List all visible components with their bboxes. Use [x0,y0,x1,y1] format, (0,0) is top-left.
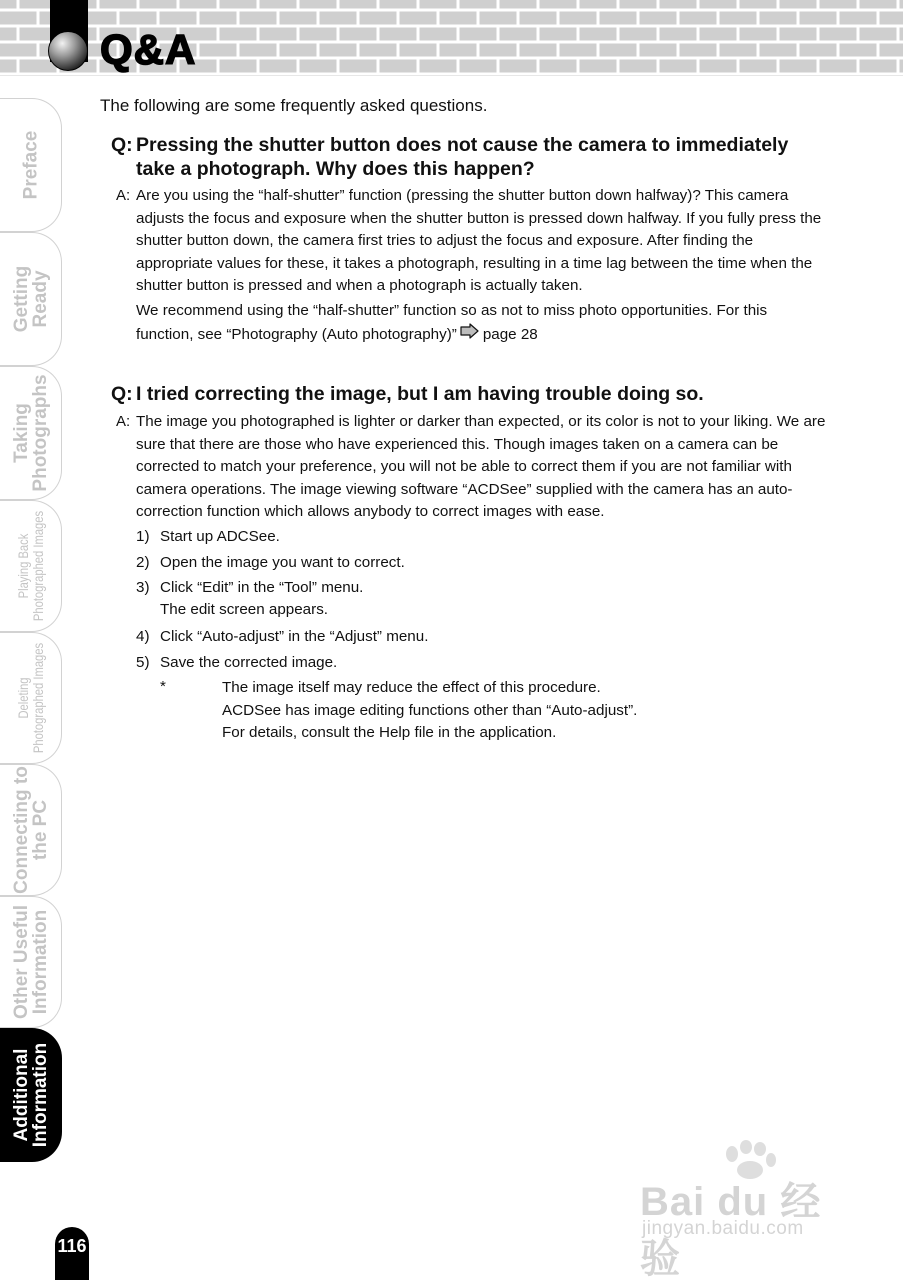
question-text: Pressing the shutter button does not cause the camera to immediately take a photograph. Why does this happen? [136,134,789,180]
watermark-brand: Bai du 经验 [640,1180,822,1281]
side-tab-label: Deleting Photographed Images [14,642,46,754]
question-2 [111,382,826,406]
page-reference-arrow-icon [460,323,480,347]
question-label: Q: [111,383,133,405]
question-label: Q: [111,134,133,156]
step-number: 5) [136,654,150,671]
side-tab-label: Other Useful Information [10,904,51,1020]
sphere-icon [48,31,88,71]
answer-1-paragraph-2 [136,300,826,346]
page-number: 116 [57,1236,87,1256]
step-number: 2) [136,554,150,571]
note-line: For details, consult the Help file in the application. [222,724,557,741]
step-number: 3) [136,579,150,596]
note-line: ACDSee has image editing functions other than “Auto-adjust”. [222,702,638,719]
side-tab-label: Getting Ready [10,265,51,333]
note-marker: * [160,678,166,695]
side-tab-label: Preface [20,130,41,200]
page-title: Q&A [100,26,197,73]
step-number: 1) [136,528,150,545]
note-line: The image itself may reduce the effect of this procedure. [222,679,601,696]
side-tab-label: Taking Photographs [10,374,51,492]
side-tab-label: Additional Information [10,1042,51,1148]
side-tab-getting-ready[interactable] [0,232,62,366]
answer-1-paragraph-1: Are you using the “half-shutter” function (pressing the shutter button down halfway)? This camera adjusts the focus and exposure when the shutter button is pressed down halfway. If you fully press the shutter button down, the camera first tries to adjust the focus and exposure. After finding the appropriate values for these, it takes a photograph, resulting in a time lag between the time when the shutter button is pressed and when a photograph is actually taken. [136,187,822,295]
answer-2-paragraph: The image you photographed is lighter or darker than expected, or its color is not to your liking. We are sure that there are those who have experienced this. Though images taken on a camera can be corrected to match your preference, you will not be able to correct them if you are not familiar with camera operations. The image viewing software “ACDSee” supplied with the camera has an auto-correction function which allows anybody to correct images with ease. [136,413,826,521]
side-tab-preface[interactable] [0,98,62,232]
page-reference-link[interactable]: page 28 [482,325,538,343]
intro-text: The following are some frequently asked questions. [100,96,488,115]
answer-label: A: [116,187,131,204]
side-tab-additional-information[interactable] [0,1028,62,1162]
side-tab-deleting[interactable] [0,632,62,764]
step-subtext: The edit screen appears. [160,601,329,618]
side-tab-playing-back[interactable] [0,500,62,632]
side-tab-label: Playing Back Photographed Images [14,510,46,622]
step-text: Click “Edit” in the “Tool” menu. [160,579,364,596]
side-tab-connecting-to-pc[interactable] [0,764,62,896]
watermark [640,1140,860,1281]
step-number: 4) [136,628,150,645]
answer-1-paragraph-2-text: We recommend using the “half-shutter” function so as not to miss photo opportunities. For this function, see “Photography (Auto photography)” [136,302,768,343]
watermark-url: jingyan.baidu.com [642,1218,804,1239]
answer-label: A: [116,413,131,430]
question-1 [111,133,826,181]
step-text: Click “Auto-adjust” in the “Adjust” menu. [160,628,429,645]
step-text: Start up ADCSee. [160,528,280,545]
side-tab-label: Connecting to the PC [10,766,51,894]
step-text: Open the image you want to correct. [160,554,405,571]
question-text: I tried correcting the image, but I am having trouble doing so. [136,383,704,405]
step-text: Save the corrected image. [160,654,338,671]
side-tab-taking-photographs[interactable] [0,366,62,500]
side-tab-other-useful-information[interactable] [0,896,62,1028]
